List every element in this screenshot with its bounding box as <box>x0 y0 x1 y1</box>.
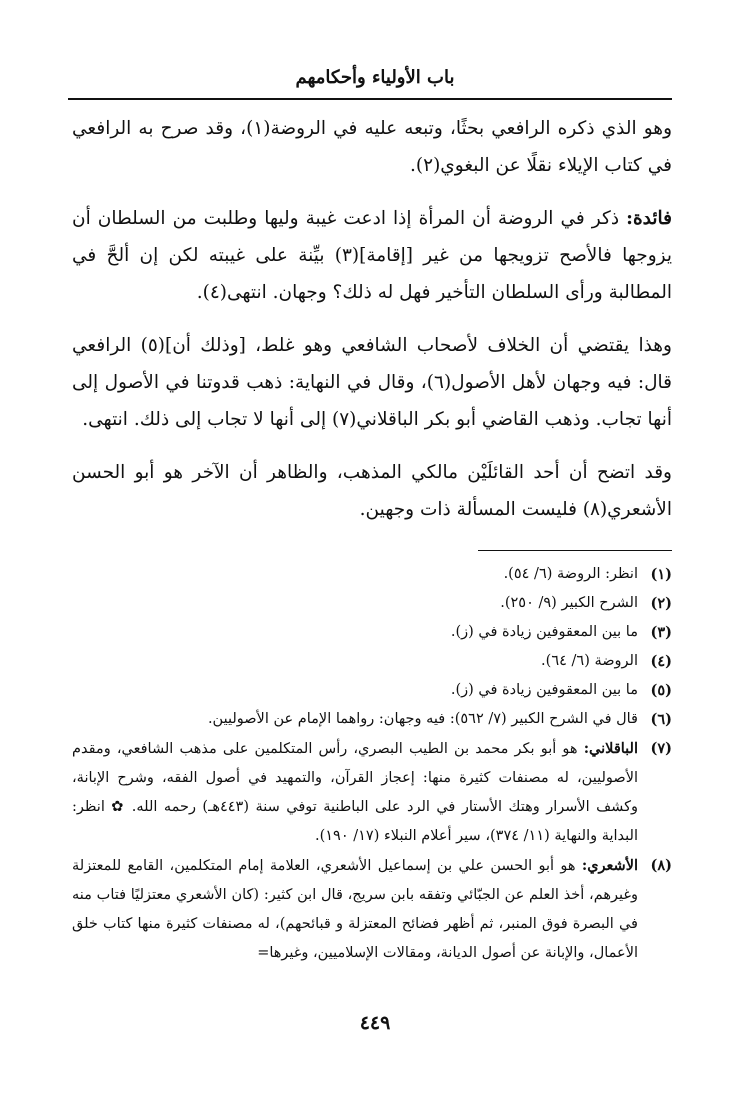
footnote-7 <box>72 734 672 851</box>
footnote-separator <box>478 550 672 551</box>
paragraph-4: وقد اتضح أن أحد القائلَيْن مالكي المذهب، والظاهر أن الآخر هو أبو الحسن الأشعري(٨) فليست المسألة ذات وجهين. <box>72 462 672 520</box>
header-rule <box>68 98 672 100</box>
paragraph-2 <box>72 200 672 311</box>
page-number: ٤٤٩ <box>359 1012 391 1034</box>
footnote-4 <box>72 647 672 676</box>
footnote-body: هو أبو بكر محمد بن الطيب البصري، رأس المتكلمين على مذهب الشافعي، ومقدم الأصوليين، له مصنفات كثيرة منها: إعجاز القرآن، والتمهيد في أصول الفقه، وشرح الإبانة، وكشف الأسرار وهتك الأستار في الرد على الباطنية توفي سنة (٤٤٣هـ) رحمه الله. ✿ انظر: البداية والنهاية (١١/ ٣٧٤)، سير أعلام النبلاء (١٧/ ١٩٠). <box>72 741 639 844</box>
footnote-number: (٦) <box>650 711 672 728</box>
running-header: باب الأولياء وأحكامهم <box>295 67 455 88</box>
footnote-5 <box>72 676 672 705</box>
footnote-label: الباقلاني: <box>583 740 639 757</box>
footnote-6 <box>72 705 672 734</box>
footnote-8 <box>72 851 672 968</box>
footnote-text: انظر: الروضة (٦/ ٥٤). <box>503 566 638 582</box>
footnote-number: (٢) <box>650 595 672 612</box>
paragraph-2-label: فائدة: <box>626 208 672 229</box>
footnote-number: (٥) <box>650 682 672 699</box>
footnote-number: (٣) <box>650 624 672 641</box>
footnote-text <box>72 851 638 968</box>
footnote-text: قال في الشرح الكبير (٧/ ٥٦٢): فيه وجهان: رواهما الإمام عن الأصوليين. <box>207 711 638 727</box>
footnote-number: (١) <box>650 566 672 583</box>
paragraph-2-text: ذكر في الروضة أن المرأة إذا ادعت غيبة وليها وطلبت من السلطان أن يزوجها فالأصح تزويجها من غير [إقامة](٣) بيِّنة على غيبته لكن إن ألحَّ في المطالبة ورأى السلطان التأخير فهل له ذلك؟ وجهان. انتهى(٤). <box>72 208 672 303</box>
footnote-number: (٨) <box>650 857 672 874</box>
footnote-text <box>72 734 638 851</box>
footnote-3 <box>72 618 672 647</box>
paragraph-3: وهذا يقتضي أن الخلاف لأصحاب الشافعي وهو غلط، [وذلك أن](٥) الرافعي قال: فيه وجهان لأهل الأصول(٦)، وقال في النهاية: ذهب قدوتنا في الأصول إلى أنها تجاب. وذهب القاضي أبو بكر الباقلاني(٧) إلى أنها لا تجاب إلى ذلك. انتهى. <box>72 335 672 430</box>
footnote-1 <box>72 560 672 589</box>
footnote-body: هو أبو الحسن علي بن إسماعيل الأشعري، العلامة إمام المتكلمين، القامع للمعتزلة وغيرهم، أخذ العلم عن الجبّائي وتفقه بابن سريج، قال ابن كثير: (كان الأشعري معتزليًا فتاب منه في البصرة فوق المنبر، ثم أظهر فضائح المعتزلة و قبائحهم)، له مصنفات كثيرة منها كتاب خلق الأعمال، والإبانة عن أصول الديانة، ومقالات الإسلاميين، وغيرها= <box>72 858 638 961</box>
footnote-text: ما بين المعقوفين زيادة في (ز). <box>450 682 638 698</box>
footnotes <box>72 560 672 968</box>
footnote-number: (٧) <box>650 740 672 757</box>
footnote-text: ما بين المعقوفين زيادة في (ز). <box>450 624 638 640</box>
paragraph-1: وهو الذي ذكره الرافعي بحثًا، وتبعه عليه في الروضة(١)، وقد صرح به الرافعي في كتاب الإيلاء نقلًا عن البغوي(٢). <box>72 118 672 176</box>
footnote-text: الشرح الكبير (٩/ ٢٥٠). <box>500 595 638 611</box>
main-text <box>72 110 672 544</box>
footnote-number: (٤) <box>650 653 672 670</box>
footnote-label: الأشعري: <box>581 857 639 874</box>
footnote-2 <box>72 589 672 618</box>
footnote-text: الروضة (٦/ ٦٤). <box>541 653 638 669</box>
